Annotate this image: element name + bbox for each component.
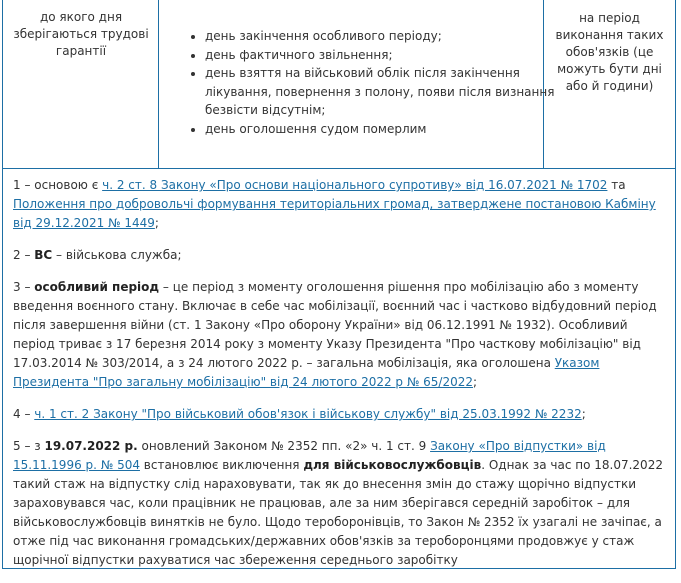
footnote-text: 5 – з [13, 439, 45, 453]
list-item: • день фактичного звільнення; [205, 46, 555, 65]
list-item: • день оголошення судом померлим [205, 120, 555, 139]
table-cell-guarantee-end [3, 0, 159, 168]
table-cell-end-days [159, 0, 555, 168]
link-general-mobilization-decree[interactable]: Указом Президента "Про загальну мобілізацію" від 24 лютого 2022 р № 65/2022 [13, 356, 600, 389]
footnote-text: 3 – [13, 280, 35, 294]
footnote-text: ; [154, 216, 159, 230]
link-national-resistance-law[interactable]: ч. 2 ст. 8 Закону «Про основи національного супротиву» від 16.07.2021 № 1702 [102, 178, 608, 192]
end-days-list [183, 27, 555, 138]
footnote-text: – це період з моменту оголошення рішення про мобілізацію або з моменту введення воєнного стану. Включає в себе час мобілізації, воєнний час і частково відбудовний період після завершення війни (ст. 1 Закону «Про оборону України» від 06.12.1991 № 1932). Особливий період триває з 17 березня 2014 року з моменту Указу Президента "Про часткову мобілізацію" від 17.03.2014 № 303/2014, а з 24 лютого 2022 р. – загальна мобілізація, яка оголошена [13, 280, 657, 370]
footnote-text: 2 – [13, 248, 35, 262]
link-military-duty-law[interactable]: ч. 1 ст. 2 Закону "Про військовий обов'язок і військову службу" від 25.03.1992 № 2232 [34, 407, 582, 421]
footnote-term: особливий період [34, 280, 160, 294]
cell-text-duty-period: на період виконання таких обов'язків (це можуть бути дні або й години) [555, 11, 664, 93]
footnote-text: ; [581, 407, 586, 421]
guarantees-table [2, 0, 676, 569]
cell-text-guarantee-end: до якого дня зберігаються трудові гарантії [13, 10, 149, 58]
row-divider [3, 168, 675, 169]
link-vacations-law[interactable]: Закону «Про відпустки» від 15.11.1996 р. № 504 [13, 439, 606, 472]
footnotes [13, 176, 663, 583]
footnote-text: . Однак за час по 18.07.2022 такий стаж на відпустку слід нараховувати, так як до внесення змін до стажу щорічно відпустки зараховувався час, коли працівник не працював, але за ним зберігався середній заробіток – для військовослужбовців винятків не було. Щодо тероборонівців, то Закон № 2352 їх узагалі не зачіпає, а отже під час виконання громадських/державних обов'язків за тероборонцями продовжує у стаж щорічної відпустки рахуватися час збереження середнього заробітку [13, 458, 663, 567]
footnote-4 [13, 405, 663, 424]
footnote-1 [13, 176, 663, 233]
table-row [3, 0, 675, 168]
footnote-5 [13, 437, 663, 570]
footnote-text: 4 – [13, 407, 35, 421]
footnote-text: та [607, 178, 626, 192]
footnote-3 [13, 278, 663, 392]
link-volunteer-formations-regulation[interactable]: Положення про добровольчі формування територіальних громад, затверджене постановою Кабміну від 29.12.2021 № 1449 [13, 197, 656, 230]
footnote-term: ВС [34, 248, 53, 262]
footnote-2 [13, 246, 663, 265]
footnote-text: оновлений Законом № 2352 пп. «2» ч. 1 ст. 9 [137, 439, 431, 453]
footnote-text: – військова служба; [52, 248, 182, 262]
footnote-date: 19.07.2022 р. [44, 439, 138, 453]
list-item: • день взяття на військовий облік після закінчення лікування, повернення з полону, появи після визнання безвісти відсутнім; [205, 64, 555, 120]
footnote-text: встановлює виключення [139, 458, 304, 472]
footnote-text: 1 – основою є [13, 178, 103, 192]
footnote-text: ; [473, 375, 478, 389]
list-item: • день закінчення особливого періоду; [205, 27, 555, 46]
table-cell-duty-period [544, 0, 675, 168]
footnote-term: для військовослужбовців [303, 458, 482, 472]
